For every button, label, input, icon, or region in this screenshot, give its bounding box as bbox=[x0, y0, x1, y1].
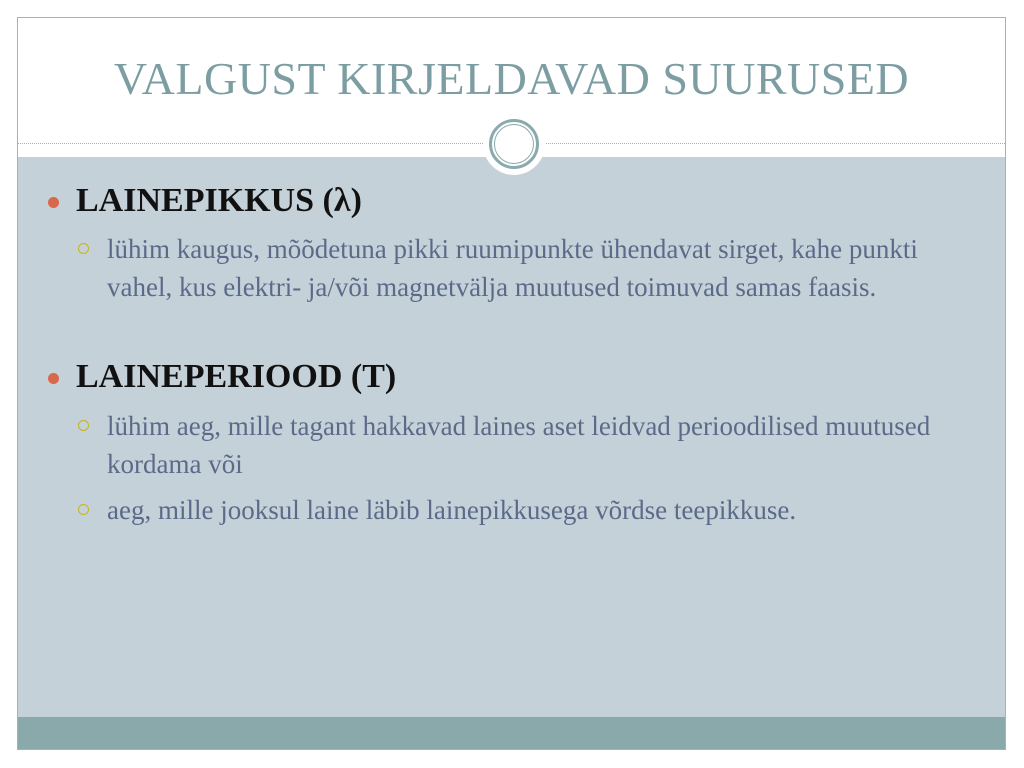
footer-bar bbox=[18, 717, 1005, 750]
circle-ornament-inner-ring bbox=[494, 124, 534, 164]
bullet-dot-icon bbox=[48, 197, 59, 208]
slide bbox=[17, 17, 1006, 750]
sub-bullet-text: aeg, mille jooksul laine läbib lainepikkusega võrdse teepikkuse. bbox=[107, 495, 797, 525]
sub-bullet-ring-icon bbox=[78, 420, 89, 431]
bullet-heading-text: LAINEPERIOOD (T) bbox=[76, 358, 397, 395]
sub-bullet-ring-icon bbox=[78, 243, 89, 254]
slide-title: VALGUST KIRJELDAVAD SUURUSED bbox=[113, 53, 910, 104]
sub-bullet-text: lühim kaugus, mõõdetuna pikki ruumipunkte ühendavat sirget, kahe punkti vahel, kus elektri- ja/või magnetvälja muutused toimuvad samas faasis. bbox=[107, 234, 918, 302]
bullet-heading-text: LAINEPIKKUS (λ) bbox=[76, 182, 362, 219]
bullet-dot-icon bbox=[48, 373, 59, 384]
sub-bullet-text: lühim aeg, mille tagant hakkavad laines aset leidvad perioodilised muutused kordama või bbox=[107, 411, 931, 479]
sub-bullet-ring-icon bbox=[78, 504, 89, 515]
